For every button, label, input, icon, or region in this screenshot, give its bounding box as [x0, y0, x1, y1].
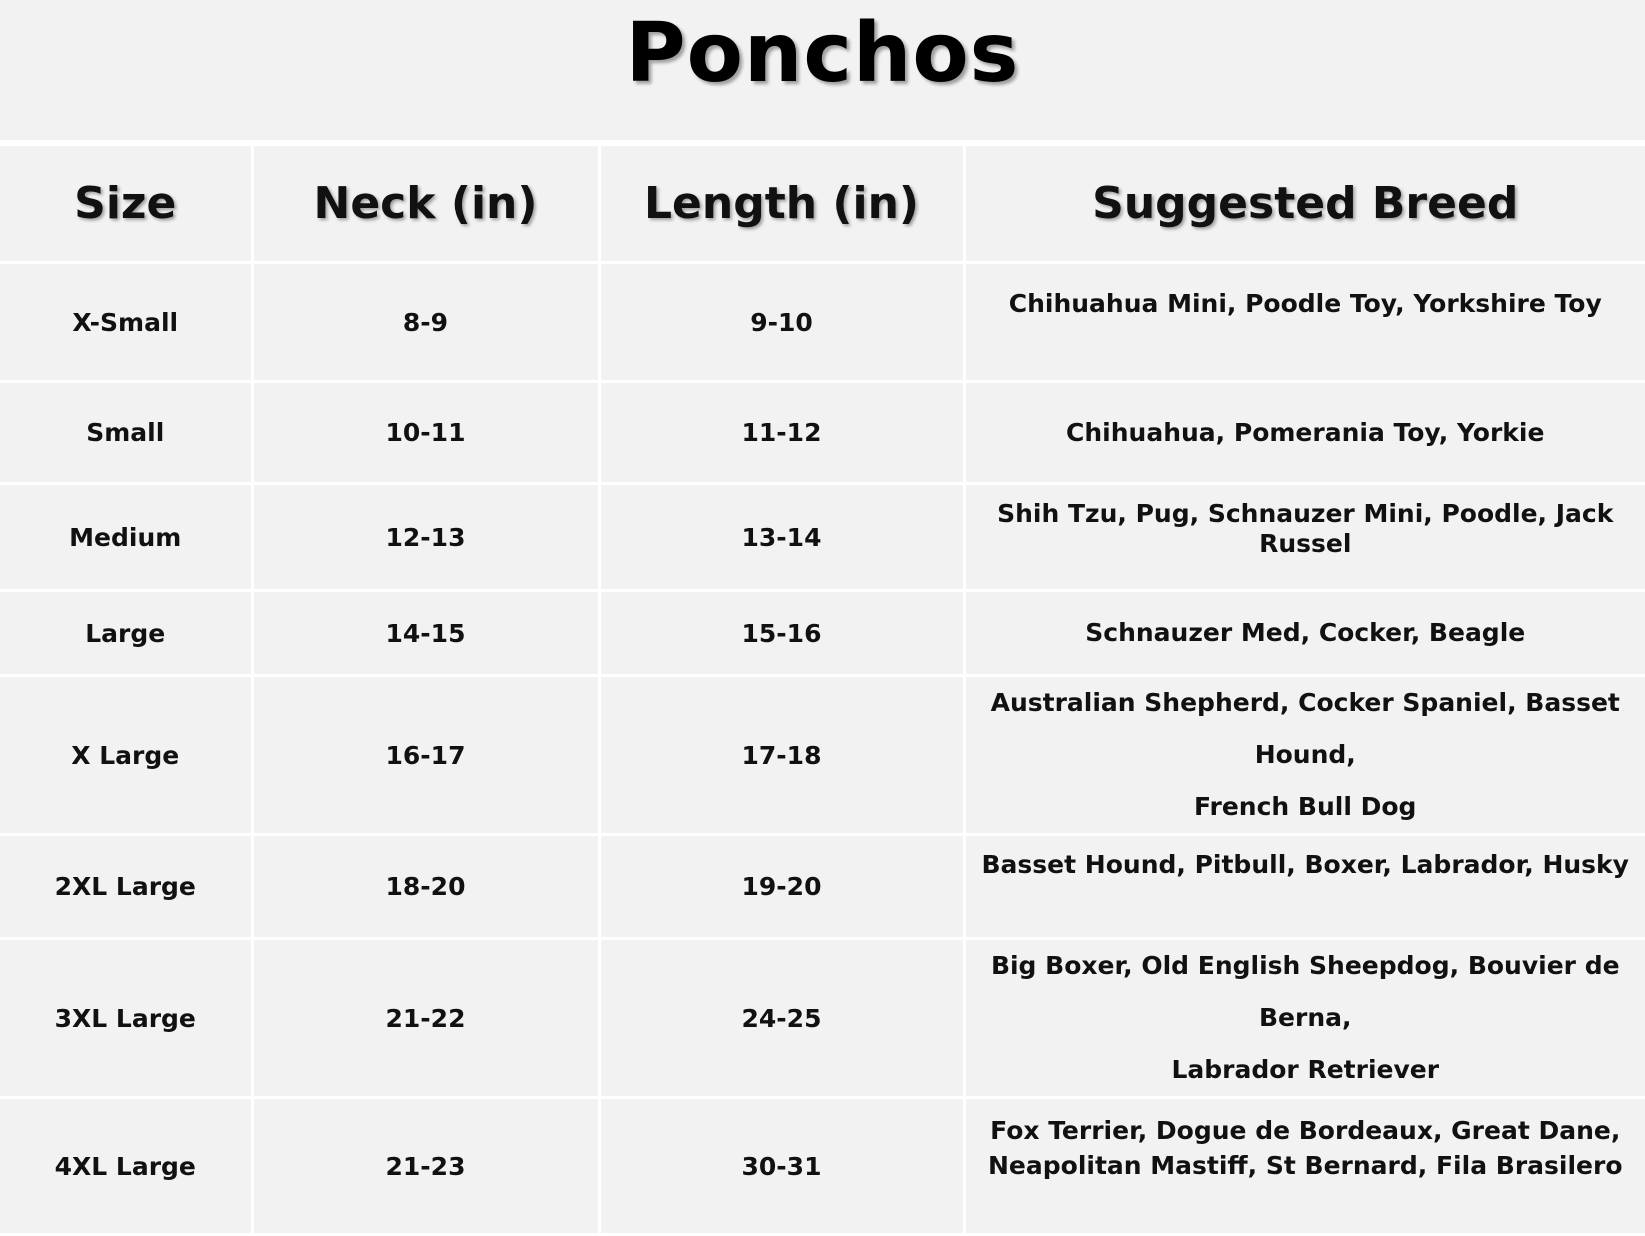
breed-line: Big Boxer, Old English Sheepdog, Bouvier de Berna,	[990, 951, 1620, 1032]
size-cell: 2XL Large	[0, 835, 252, 939]
length-cell: 15-16	[599, 591, 964, 676]
table-row	[0, 591, 1645, 676]
table-row	[0, 263, 1645, 382]
header-suggested-breed: Suggested Breed	[964, 146, 1645, 263]
table-row	[0, 676, 1645, 835]
neck-cell: 21-23	[252, 1098, 599, 1235]
breed-line: Chihuahua, Pomerania Toy, Yorkie	[1066, 417, 1545, 447]
length-cell: 19-20	[599, 835, 964, 939]
length-cell: 11-12	[599, 382, 964, 484]
header-length: Length (in)	[599, 146, 964, 263]
length-cell: 24-25	[599, 939, 964, 1098]
header-size: Size	[0, 146, 252, 263]
breed-line: Chihuahua Mini, Poodle Toy, Yorkshire Toy	[1008, 289, 1602, 318]
length-cell: 13-14	[599, 484, 964, 591]
size-chart-table	[0, 146, 1645, 1236]
table-row	[0, 1098, 1645, 1235]
breed-cell	[964, 939, 1645, 1098]
size-cell: X-Small	[0, 263, 252, 382]
size-cell: Large	[0, 591, 252, 676]
breed-cell	[964, 676, 1645, 835]
neck-cell: 21-22	[252, 939, 599, 1098]
breed-line: Shih Tzu, Pug, Schnauzer Mini, Poodle, Jack Russel	[997, 499, 1614, 558]
table-row	[0, 835, 1645, 939]
neck-cell: 18-20	[252, 835, 599, 939]
neck-cell: 12-13	[252, 484, 599, 591]
breed-cell	[964, 1098, 1645, 1235]
length-cell: 30-31	[599, 1098, 964, 1235]
breed-line: Fox Terrier, Dogue de Bordeaux, Great Dane,	[990, 1116, 1621, 1145]
breed-line: Schnauzer Med, Cocker, Beagle	[1085, 618, 1526, 647]
breed-cell	[964, 835, 1645, 939]
title-bar	[0, 0, 1645, 142]
breed-cell	[964, 591, 1645, 676]
breed-cell	[964, 382, 1645, 484]
breed-line: Labrador Retriever	[1171, 1055, 1440, 1084]
breed-line: French Bull Dog	[1194, 792, 1417, 821]
length-cell: 9-10	[599, 263, 964, 382]
breed-line: Australian Shepherd, Cocker Spaniel, Basset Hound,	[990, 688, 1620, 769]
table-row	[0, 484, 1645, 591]
header-row	[0, 146, 1645, 263]
size-cell: X Large	[0, 676, 252, 835]
page-title: Ponchos	[625, 6, 1020, 101]
size-cell: Small	[0, 382, 252, 484]
neck-cell: 8-9	[252, 263, 599, 382]
table-row	[0, 382, 1645, 484]
breed-cell	[964, 484, 1645, 591]
breed-cell	[964, 263, 1645, 382]
neck-cell: 16-17	[252, 676, 599, 835]
size-cell: 4XL Large	[0, 1098, 252, 1235]
table-row	[0, 939, 1645, 1098]
size-cell: 3XL Large	[0, 939, 252, 1098]
breed-line: Basset Hound, Pitbull, Boxer, Labrador, Husky	[981, 850, 1629, 879]
size-cell: Medium	[0, 484, 252, 591]
breed-line: Neapolitan Mastiff, St Bernard, Fila Brasilero	[988, 1151, 1623, 1180]
length-cell: 17-18	[599, 676, 964, 835]
neck-cell: 14-15	[252, 591, 599, 676]
header-neck: Neck (in)	[252, 146, 599, 263]
neck-cell: 10-11	[252, 382, 599, 484]
